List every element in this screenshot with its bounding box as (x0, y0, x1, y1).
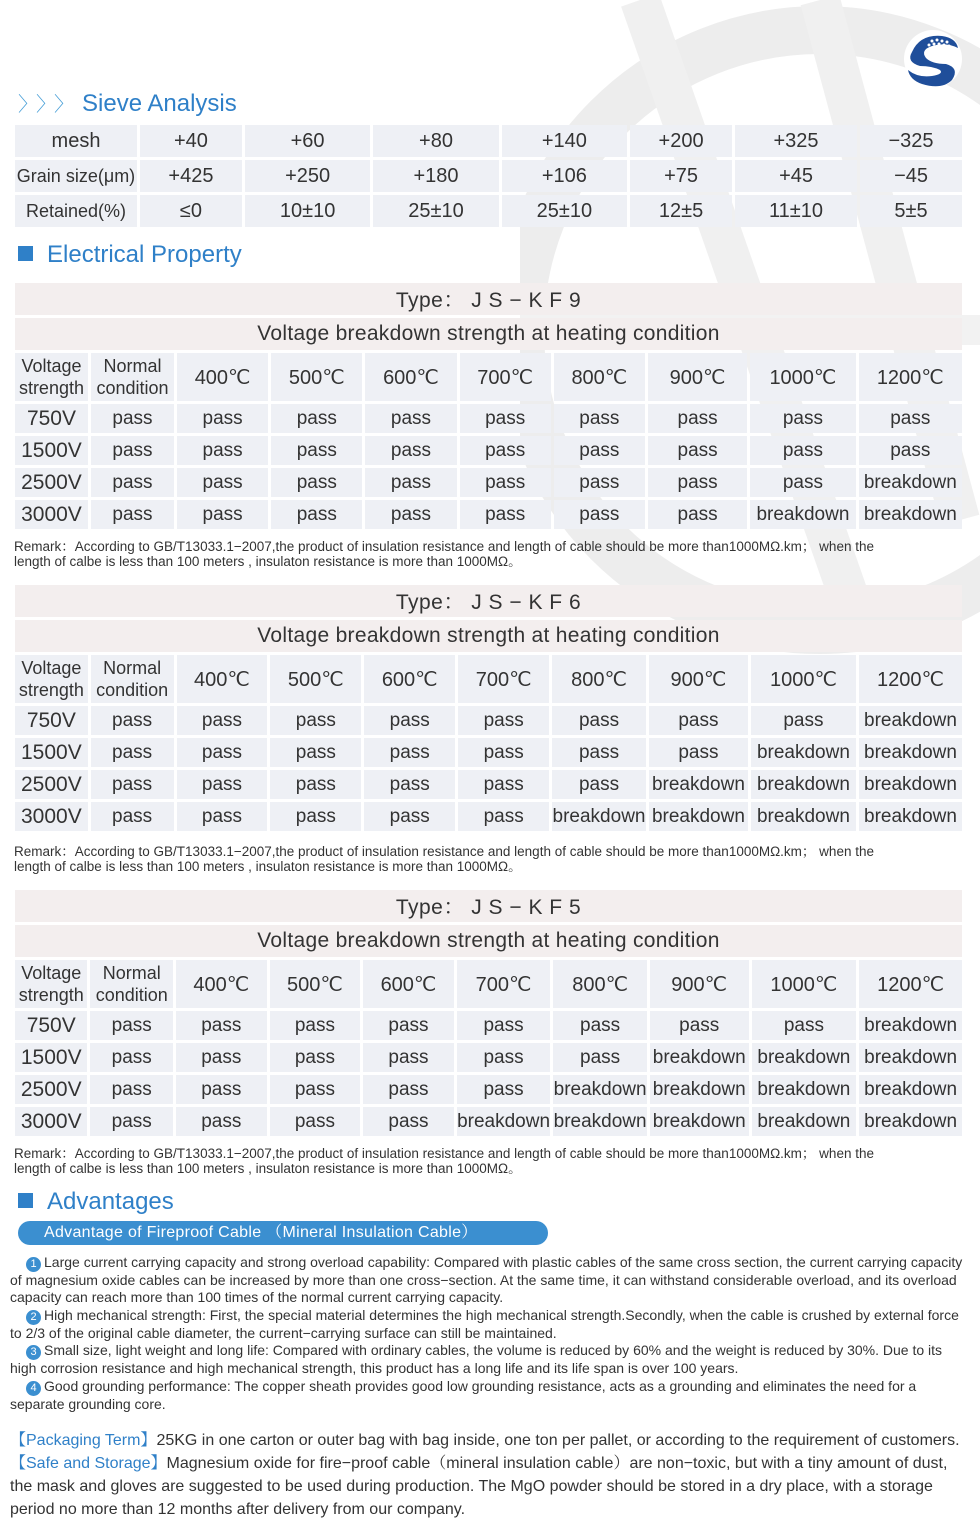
table-cell: −325 (860, 125, 962, 157)
table-row (15, 283, 962, 315)
table-cell: pass (177, 468, 268, 497)
table-cell: pass (177, 770, 268, 799)
remark-line: length of calbe is less than 100 meters , insulaton resistance is more than 1000MΩ。 (14, 554, 522, 569)
table-cell: pass (458, 770, 549, 799)
table-row (15, 925, 962, 957)
table-cell: breakdown (553, 1107, 647, 1136)
table-cell: breakdown (859, 468, 962, 497)
table-cell: pass (91, 802, 174, 831)
table-cell: 1500V (15, 1043, 87, 1072)
table-cell: 800℃ (552, 655, 646, 703)
table-cell: breakdown (649, 770, 748, 799)
table-cell: pass (859, 404, 962, 433)
table-cell: +200 (630, 125, 732, 157)
table-cell: breakdown (552, 802, 646, 831)
table-cell: pass (270, 770, 361, 799)
table-cell: pass (363, 1011, 454, 1040)
table-cell: pass (457, 1043, 551, 1072)
table-cell: pass (648, 468, 747, 497)
table-cell: pass (271, 404, 362, 433)
table-cell: 600℃ (363, 960, 454, 1008)
header-line: Voltage (21, 658, 82, 678)
table-cell: pass (750, 468, 855, 497)
table-cell: 1200℃ (859, 353, 962, 401)
table-cell: breakdown (859, 1075, 962, 1104)
table-cell: 900℃ (649, 655, 748, 703)
table-cell: breakdown (457, 1107, 551, 1136)
number-badge-icon: 1 (26, 1257, 41, 1272)
table-cell: pass (363, 1043, 454, 1072)
table-cell: pass (270, 1075, 361, 1104)
table-cell: pass (365, 500, 456, 529)
table-cell: breakdown (752, 1043, 857, 1072)
table-cell: +45 (735, 160, 857, 192)
number-badge-icon: 4 (26, 1381, 41, 1396)
table-cell: pass (552, 738, 646, 767)
table-cell: pass (270, 706, 361, 735)
table-cell: +250 (245, 160, 370, 192)
table-cell: mesh (15, 125, 137, 157)
table-cell: pass (364, 738, 455, 767)
table-cell: 800℃ (553, 960, 647, 1008)
table-cell: 400℃ (177, 655, 268, 703)
table-cell: pass (364, 770, 455, 799)
table-cell: 5±5 (860, 195, 962, 227)
table-row (15, 1011, 962, 1040)
table-cell: breakdown (650, 1043, 749, 1072)
type-title: Type： J S − K F 6 (15, 585, 962, 617)
table-cell: pass (365, 436, 456, 465)
table-cell: pass (554, 468, 645, 497)
table-cell: breakdown (751, 738, 856, 767)
table-cell: pass (650, 1011, 749, 1040)
table-cell: breakdown (859, 500, 962, 529)
table-row (15, 770, 962, 799)
advantages-heading (18, 1188, 174, 1216)
type-title: Type： J S − K F 9 (15, 283, 962, 315)
header-line: Voltage (21, 356, 82, 376)
table-cell: +75 (630, 160, 732, 192)
table-cell: +325 (735, 125, 857, 157)
table-cell (91, 353, 174, 401)
table-cell: breakdown (649, 802, 748, 831)
advantage-text: Good grounding performance: The copper sheath provides good low grounding resistance, acts as a grounding and eliminates the need for a separate grounding core. (10, 1377, 917, 1412)
table-cell: pass (91, 500, 174, 529)
table-cell: pass (91, 404, 174, 433)
table-cell: Grain size(μm) (15, 160, 137, 192)
table-cell: pass (457, 1075, 551, 1104)
table-cell: pass (270, 1011, 361, 1040)
table-cell: pass (648, 404, 747, 433)
table-cell: pass (460, 500, 551, 529)
advantage-text: Large current carrying capacity and strong overload capability: Compared with plastic cables of the same cross section, the current carrying capacity of magnesium oxide cables can be increased by more than one cross−section. At the same time, it can withstand considerable overload, and its overload capacity can reach more than 100 times of the normal current carrying capacity. (10, 1254, 963, 1306)
table-cell: pass (750, 404, 855, 433)
table-cell: breakdown (650, 1075, 749, 1104)
table-cell: pass (648, 436, 747, 465)
table-cell: pass (457, 1011, 551, 1040)
table-row (15, 436, 962, 465)
table-cell: 10±10 (245, 195, 370, 227)
table-cell: pass (91, 436, 174, 465)
table-cell: breakdown (859, 1011, 962, 1040)
table-cell: 500℃ (270, 960, 361, 1008)
table-cell: pass (177, 404, 268, 433)
table-row (15, 738, 962, 767)
table-cell: pass (460, 436, 551, 465)
number-badge-icon: 2 (26, 1310, 41, 1325)
advantage-text: High mechanical strength: First, the special material determines the high mechanical strength.Secondly, when the cable is crushed by external force to 2/3 of the original cable diameter, the current−carrying surface can still be maintained. (10, 1306, 959, 1341)
table-cell: breakdown (750, 500, 855, 529)
table-row (15, 195, 962, 227)
table-cell: pass (91, 770, 174, 799)
table-cell: +60 (245, 125, 370, 157)
electrical-property-title: Electrical Property (47, 241, 242, 268)
table-cell: breakdown (859, 1043, 962, 1072)
table-cell: +80 (373, 125, 498, 157)
table-cell: pass (458, 738, 549, 767)
table-cell: 2500V (15, 468, 88, 497)
table-row (15, 620, 962, 652)
table-cell: breakdown (751, 770, 856, 799)
table-row (15, 1075, 962, 1104)
type-title: Type： J S − K F 5 (15, 890, 962, 922)
table-cell: pass (270, 1107, 361, 1136)
table-cell: pass (177, 738, 268, 767)
table-row (15, 160, 962, 192)
number-badge-icon: 3 (26, 1345, 41, 1360)
voltage-breakdown-table (12, 887, 965, 1139)
header-line: Voltage (21, 963, 82, 983)
table-cell: 1000℃ (752, 960, 857, 1008)
table-row (15, 125, 962, 157)
sieve-analysis-heading (18, 88, 237, 118)
header-line: Normal (103, 658, 162, 678)
table-cell: pass (91, 468, 174, 497)
table-cell: pass (177, 500, 268, 529)
table-row (15, 655, 962, 703)
table-cell: 1200℃ (859, 960, 962, 1008)
square-bullet-icon (18, 246, 33, 261)
table-cell: pass (458, 802, 549, 831)
header-line: condition (96, 378, 169, 398)
table-cell: pass (90, 1011, 173, 1040)
table-cell (91, 655, 174, 703)
table-cell: 1200℃ (859, 655, 962, 703)
table-cell: 900℃ (648, 353, 747, 401)
list-item (10, 1254, 964, 1307)
remark-line: length of calbe is less than 100 meters , insulaton resistance is more than 1000MΩ。 (14, 1161, 522, 1176)
advantages-title: Advantages (47, 1188, 174, 1215)
header-line: Normal (102, 963, 161, 983)
header-line: strength (18, 680, 84, 700)
table-cell: pass (177, 802, 268, 831)
table-cell: pass (554, 500, 645, 529)
header-line: strength (18, 985, 84, 1005)
table-cell: pass (365, 404, 456, 433)
sieve-analysis-table (12, 122, 965, 230)
table-cell: 12±5 (630, 195, 732, 227)
table-cell: pass (364, 802, 455, 831)
table-row (15, 318, 962, 350)
table-cell: +106 (502, 160, 627, 192)
table-cell: ≤0 (140, 195, 242, 227)
table-cell: pass (176, 1043, 267, 1072)
storage-label: 【Safe and Storage】 (10, 1455, 167, 1472)
table-cell (15, 353, 88, 401)
table-cell: pass (648, 500, 747, 529)
header-line: Normal (103, 356, 162, 376)
header-line: condition (96, 680, 169, 700)
storage-text: Magnesium oxide for fire−proof cable（mineral insulation cable）are non−toxic, but with a tiny amount of dust, the mask and gloves are suggested to be used during production. The MgO powder should be stored in a dry place, with a storage period no more than 12 months after delivery from our company. (10, 1455, 948, 1518)
remark-line: length of calbe is less than 100 meters , insulaton resistance is more than 1000MΩ。 (14, 859, 522, 874)
table-cell: pass (552, 706, 646, 735)
advantages-list (10, 1254, 964, 1413)
table-cell (15, 655, 88, 703)
table-cell: pass (458, 706, 549, 735)
table-cell: pass (553, 1011, 647, 1040)
table-cell: breakdown (650, 1107, 749, 1136)
table-cell: pass (363, 1075, 454, 1104)
header-line: condition (95, 985, 168, 1005)
table-cell: 1000℃ (750, 353, 855, 401)
table-cell: +40 (140, 125, 242, 157)
table-cell: pass (90, 1107, 173, 1136)
table-cell: 3000V (15, 500, 88, 529)
table-cell: pass (91, 738, 174, 767)
table-cell: 1500V (15, 436, 88, 465)
table-cell (90, 960, 173, 1008)
advantage-banner: Advantage of Fireproof Cable （Mineral Insulation Cable） (18, 1221, 548, 1245)
table-cell: 3000V (15, 802, 88, 831)
table-cell: 400℃ (176, 960, 267, 1008)
remark (14, 1146, 966, 1176)
company-logo (902, 28, 964, 90)
table-cell: 1500V (15, 738, 88, 767)
header-line: strength (18, 378, 84, 398)
voltage-breakdown-table (12, 582, 965, 834)
table-cell: breakdown (752, 1075, 857, 1104)
table-row (15, 706, 962, 735)
table-cell: 600℃ (365, 353, 456, 401)
table-cell: breakdown (859, 802, 962, 831)
table-cell: pass (649, 706, 748, 735)
table-cell: +140 (502, 125, 627, 157)
square-bullet-icon (18, 1193, 33, 1208)
table-cell: pass (859, 436, 962, 465)
table-row (15, 404, 962, 433)
table-cell: breakdown (752, 1107, 857, 1136)
chevrons-right-icon: 〉〉〉 (18, 94, 72, 116)
table-cell: pass (270, 802, 361, 831)
table-subtitle: Voltage breakdown strength at heating condition (15, 318, 962, 350)
table-cell: 2500V (15, 1075, 87, 1104)
table-row (15, 1107, 962, 1136)
remark-line: Remark：According to GB/T13033.1−2007,the product of insulation resistance and length of cable should be more than1000MΩ.km； when the (14, 1146, 874, 1161)
table-cell: pass (91, 706, 174, 735)
table-cell: 3000V (15, 1107, 87, 1136)
table-cell: pass (364, 706, 455, 735)
table-cell: 700℃ (458, 655, 549, 703)
table-cell: 25±10 (373, 195, 498, 227)
electrical-property-heading (18, 241, 242, 269)
table-row (15, 1043, 962, 1072)
table-cell: pass (90, 1043, 173, 1072)
table-cell: pass (271, 468, 362, 497)
voltage-breakdown-table (12, 280, 965, 532)
packaging-label: 【Packaging Term】 (10, 1432, 157, 1449)
table-cell: +180 (373, 160, 498, 192)
table-cell: 1000℃ (751, 655, 856, 703)
table-cell: 500℃ (270, 655, 361, 703)
table-cell: 500℃ (271, 353, 362, 401)
table-cell: pass (649, 738, 748, 767)
sieve-analysis-title: Sieve Analysis (82, 90, 237, 117)
table-cell: pass (177, 436, 268, 465)
table-cell: pass (460, 404, 551, 433)
table-row (15, 468, 962, 497)
table-row (15, 802, 962, 831)
table-cell: breakdown (751, 802, 856, 831)
table-cell (15, 960, 87, 1008)
table-cell: pass (554, 436, 645, 465)
table-cell: pass (271, 436, 362, 465)
table-cell: pass (270, 1043, 361, 1072)
packaging-text: 25KG in one carton or outer bag with bag inside, one ton per pallet, or according to the requirement of customers. (156, 1432, 960, 1449)
table-cell: pass (553, 1043, 647, 1072)
table-row (15, 500, 962, 529)
table-cell: 750V (15, 1011, 87, 1040)
table-row (15, 585, 962, 617)
table-cell: pass (176, 1011, 267, 1040)
table-cell: pass (363, 1107, 454, 1136)
table-cell: pass (750, 436, 855, 465)
table-cell: 800℃ (554, 353, 645, 401)
table-cell: pass (271, 500, 362, 529)
advantage-text: Small size, light weight and long life: Compared with ordinary cables, the volume is reduced by 60% and the weight is reduced by 30%. Due to its high corrosion resistance and high mechanical strength, this product has a long life and its life span is over 100 years. (10, 1342, 943, 1377)
packaging-term (10, 1429, 965, 1452)
table-cell: pass (90, 1075, 173, 1104)
list-item (10, 1378, 964, 1413)
remark (14, 844, 966, 874)
table-cell: pass (552, 770, 646, 799)
table-cell: pass (752, 1011, 857, 1040)
table-cell: pass (176, 1107, 267, 1136)
table-cell: +425 (140, 160, 242, 192)
table-cell: 600℃ (364, 655, 455, 703)
remark (14, 539, 966, 569)
remark-line: Remark：According to GB/T13033.1−2007,the product of insulation resistance and length of cable should be more than1000MΩ.km； when the (14, 844, 874, 859)
table-cell: breakdown (859, 738, 962, 767)
table-cell: Retained(%) (15, 195, 137, 227)
table-cell: 700℃ (460, 353, 551, 401)
table-cell: pass (177, 706, 268, 735)
table-cell: 11±10 (735, 195, 857, 227)
table-cell: breakdown (859, 1107, 962, 1136)
table-cell: 2500V (15, 770, 88, 799)
safe-and-storage (10, 1452, 965, 1521)
table-cell: pass (751, 706, 856, 735)
table-row (15, 890, 962, 922)
table-subtitle: Voltage breakdown strength at heating condition (15, 620, 962, 652)
table-cell: pass (365, 468, 456, 497)
table-cell: breakdown (553, 1075, 647, 1104)
list-item (10, 1342, 964, 1377)
table-cell: 25±10 (502, 195, 627, 227)
table-cell: 700℃ (457, 960, 551, 1008)
table-cell: pass (460, 468, 551, 497)
table-cell: breakdown (859, 770, 962, 799)
table-cell: pass (554, 404, 645, 433)
table-cell: pass (176, 1075, 267, 1104)
table-cell: 750V (15, 404, 88, 433)
list-item (10, 1307, 964, 1342)
table-row (15, 353, 962, 401)
table-cell: 750V (15, 706, 88, 735)
table-row (15, 960, 962, 1008)
table-cell: −45 (860, 160, 962, 192)
table-cell: breakdown (859, 706, 962, 735)
table-cell: 900℃ (650, 960, 749, 1008)
table-cell: 400℃ (177, 353, 268, 401)
remark-line: Remark：According to GB/T13033.1−2007,the product of insulation resistance and length of cable should be more than1000MΩ.km； when the (14, 539, 874, 554)
table-subtitle: Voltage breakdown strength at heating condition (15, 925, 962, 957)
table-cell: pass (270, 738, 361, 767)
